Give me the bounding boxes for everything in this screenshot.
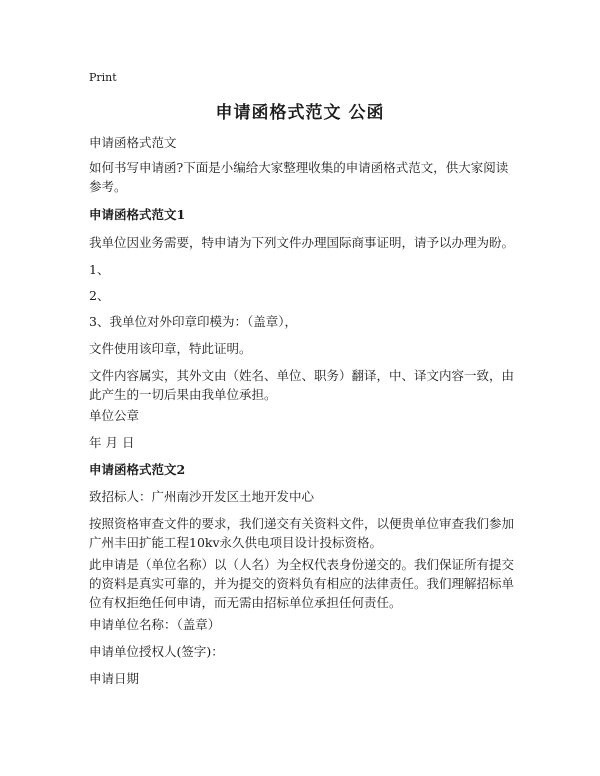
section2-paragraph-1: 按照资格审查文件的要求，我们递交有关资料文件，以便贵单位审查我们参加广州丰田扩能工程10kv永久供电项目设计投标资格。 — [89, 516, 515, 550]
section1-paragraph-2: 文件使用该印章，特此证明。 — [89, 341, 252, 356]
document-title: 申请函格式范文 公函 — [215, 103, 385, 123]
section2-unit-name: 申请单位名称：（盖章） — [89, 617, 221, 632]
section1-item-2: 2、 — [89, 288, 110, 303]
print-label: Print — [89, 71, 117, 84]
intro-paragraph: 如何书写申请函?下面是小编给大家整理收集的申请函格式范文，供大家阅读参考。 — [89, 160, 509, 194]
section2-date: 申请日期 — [89, 671, 140, 686]
section2-representative: 申请单位授权人(签字)： — [89, 644, 224, 659]
section1-item-3: 3、我单位对外印章印模为：（盖章）， — [89, 314, 297, 329]
section1-heading: 申请函格式范文1 — [89, 207, 186, 222]
section1-paragraph-1: 我单位因业务需要，特申请为下列文件办理国际商事证明，请予以办理为盼。 — [89, 235, 515, 250]
section1-item-1: 1、 — [89, 262, 110, 277]
section2-heading: 申请函格式范文2 — [89, 462, 186, 477]
section1-date: 年 月 日 — [89, 435, 135, 450]
section2-paragraph-2: 此申请是（单位名称）以（人名）为全权代表身份递交的。我们保证所有提交的资料是真实可靠的，并为提交的资料负有相应的法律责任。我们理解招标单位有权拒绝任何申请，而无需由招标单位承担任何责任。 — [89, 557, 515, 610]
section1-paragraph-3: 文件内容属实，其外文由（姓名、单位、职务）翻译，中、译文内容一致，由此产生的一切后果由我单位承担。 — [89, 368, 515, 402]
document-subtitle: 申请函格式范文 — [89, 135, 177, 150]
section1-seal: 单位公章 — [89, 408, 140, 423]
section2-recipient: 致招标人：广州南沙开发区土地开发中心 — [89, 489, 315, 504]
